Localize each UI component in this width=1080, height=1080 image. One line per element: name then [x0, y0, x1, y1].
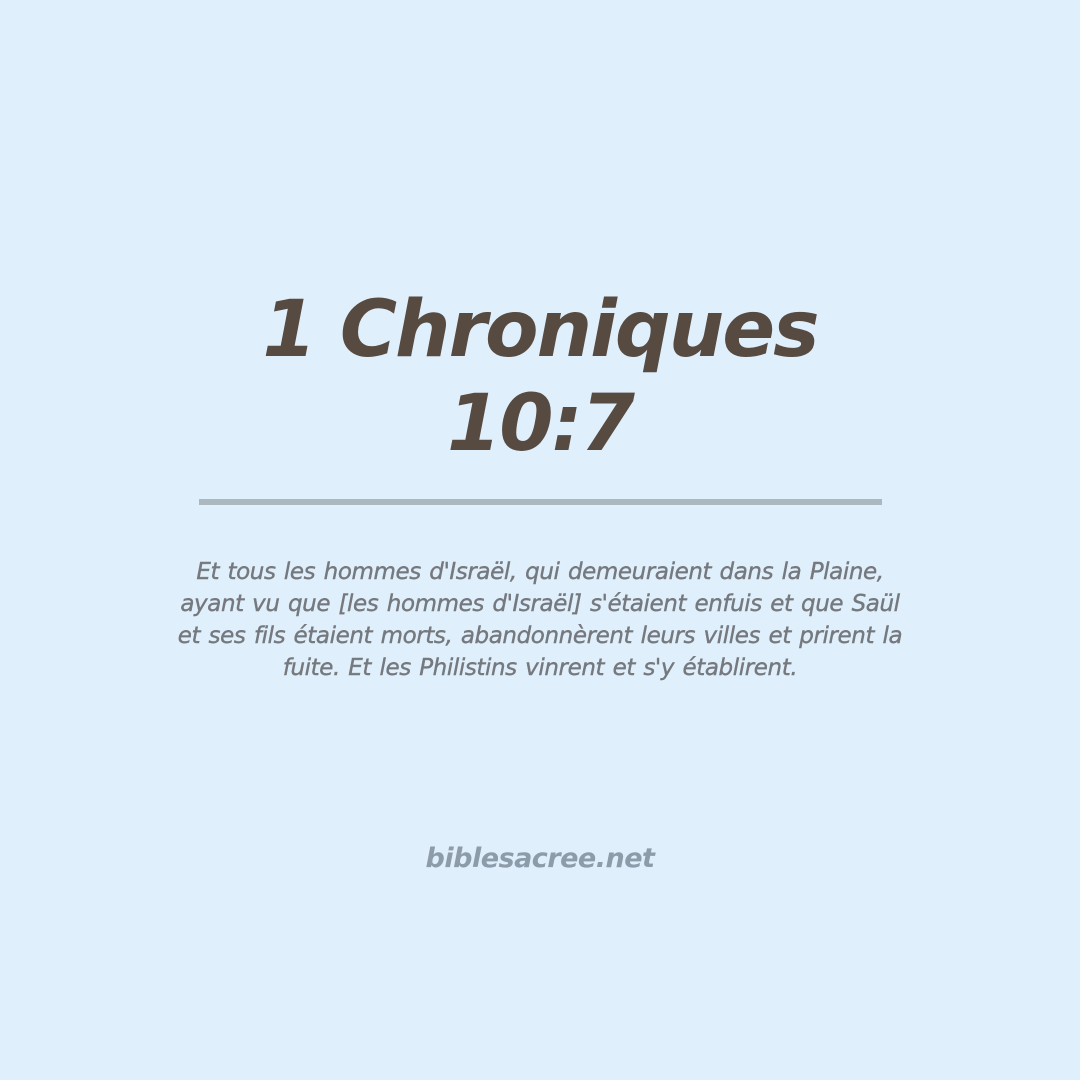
site-watermark: biblesacree.net [425, 843, 655, 874]
divider-line [199, 499, 882, 505]
verse-line: Et tous les hommes d'Israël, qui demeuraient dans la Plaine, [196, 559, 884, 585]
book-name: 1 Chroniques [262, 285, 818, 375]
verse-line: fuite. Et les Philistins vinrent et s'y établirent. [282, 655, 798, 681]
verse-line: ayant vu que [les hommes d'Israël] s'étaient enfuis et que Saül [180, 591, 900, 617]
chapter-verse-reference: 10:7 [446, 379, 633, 469]
verse-text [0, 556, 1080, 684]
verse-title [0, 283, 1080, 471]
verse-line: et ses fils étaient morts, abandonnèrent leurs villes et prirent la [177, 623, 903, 649]
